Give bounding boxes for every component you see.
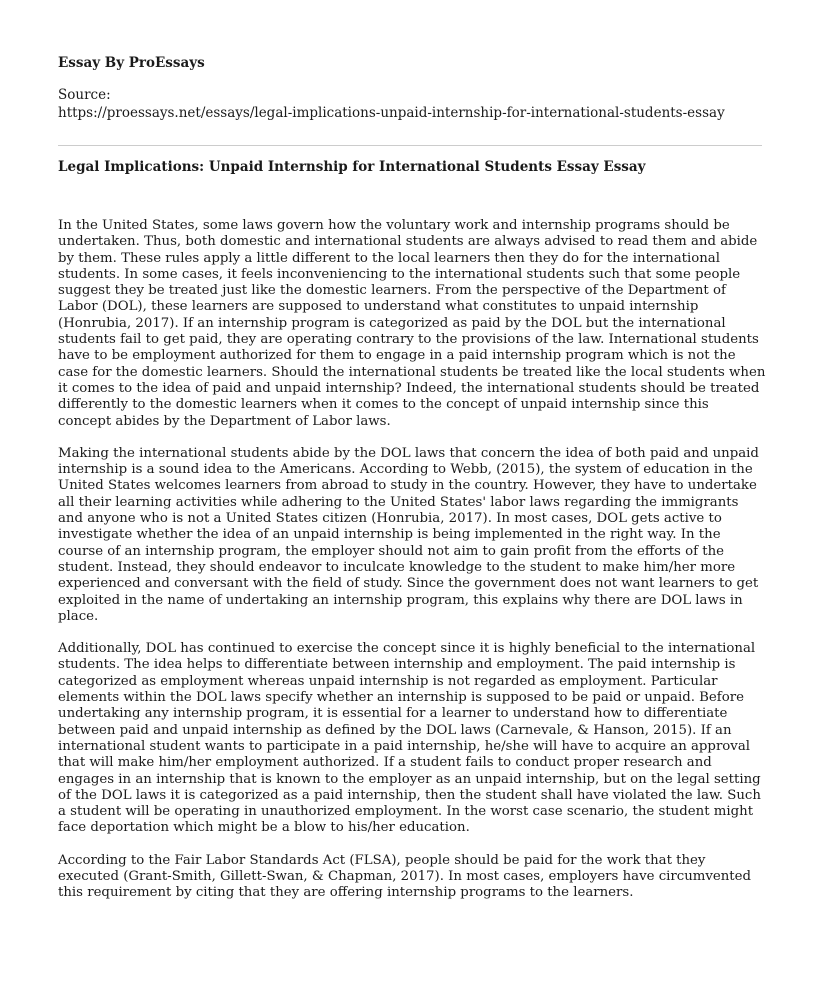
source-label: Source:: [58, 87, 111, 103]
source-block: [58, 86, 725, 122]
essay-body: [58, 218, 766, 918]
source-url: https://proessays.net/essays/legal-implications-unpaid-internship-for-international-students-essay: [58, 105, 725, 121]
essay-title: Legal Implications: Unpaid Internship for International Students Essay Essay: [58, 159, 646, 175]
essay-paragraph: Making the international students abide by the DOL laws that concern the idea of both paid and unpaid internship is a sound idea to the Americans. According to Webb, (2015), the system of education in the United States welcomes learners from abroad to study in the country. However, they have to undertake all their learning activities while adhering to the United States' labor laws regarding the immigrants and anyone who is not a United States citizen (Honrubia, 2017). In most cases, DOL gets active to investigate whether the idea of an unpaid internship is being implemented in the right way. In the course of an internship program, the employer should not aim to gain profit from the efforts of the student. Instead, they should endeavor to inculcate knowledge to the student to make him/her more experienced and conversant with the field of study. Since the government does not want learners to get exploited in the name of undertaking an internship program, this explains why there are DOL laws in place.: [58, 445, 759, 624]
essay-paragraph: In the United States, some laws govern how the voluntary work and internship programs should be undertaken. Thus, both domestic and international students are always advised to read them and abide by them. These rules apply a little different to the local learners then they do for the international students. In some cases, it feels inconveniencing to the international students such that some people suggest they be treated just like the domestic learners. From the perspective of the Department of Labor (DOL), these learners are supposed to understand what constitutes to unpaid internship (Honrubia, 2017). If an internship program is categorized as paid by the DOL but the international students fail to get paid, they are operating contrary to the provisions of the law. International students have to be employment authorized for them to engage in a paid internship program which is not the case for the domestic learners. Should the international students be treated like the local students when it comes to the idea of paid and unpaid internship? Indeed, the international students should be treated differently to the domestic learners when it comes to the concept of unpaid internship since this concept abides by the Department of Labor laws.: [58, 218, 766, 429]
essay-paragraph: According to the Fair Labor Standards Act (FLSA), people should be paid for the work that they executed (Grant-Smith, Gillett-Swan, & Chapman, 2017). In most cases, employers have circumvented this requirement by citing that they are offering internship programs to the learners.: [58, 852, 752, 901]
header-divider: [58, 145, 762, 146]
document-header-title: Essay By ProEssays: [58, 55, 205, 71]
essay-paragraph: Additionally, DOL has continued to exercise the concept since it is highly beneficial to the international students. The idea helps to differentiate between internship and employment. The paid internship is categorized as employment whereas unpaid internship is not regarded as employment. Particular elements within the DOL laws specify whether an internship is supposed to be paid or unpaid. Before undertaking any internship program, it is essential for a learner to understand how to differentiate between paid and unpaid internship as defined by the DOL laws (Carnevale, & Hanson, 2015). If an international student wants to participate in a paid internship, he/she will have to acquire an approval that will make him/her employment authorized. If a student fails to conduct proper research and engages in an internship that is known to the employer as an unpaid internship, but on the legal setting of the DOL laws it is categorized as a paid internship, then the student shall have violated the law. Such a student will be operating in unauthorized employment. In the worst case scenario, the student might face deportation which might be a blow to his/her education.: [58, 641, 761, 836]
